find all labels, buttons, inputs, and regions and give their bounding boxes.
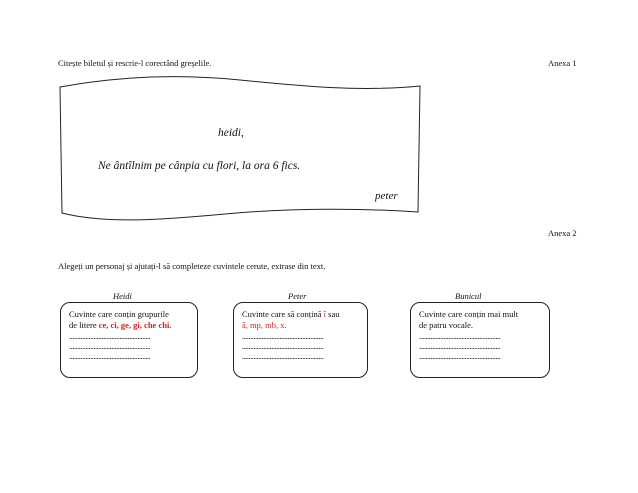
instruction-rewrite: Citește biletul și rescrie-l corectând greșelile. bbox=[58, 58, 212, 68]
answer-line[interactable]: .................................................. bbox=[419, 341, 501, 351]
answer-line[interactable]: .................................................. bbox=[69, 341, 151, 351]
annex-2-label: Anexa 2 bbox=[548, 228, 577, 238]
character-name-heidi: Heidi bbox=[113, 291, 132, 301]
answer-line[interactable]: .................................................. bbox=[242, 331, 324, 341]
card-heidi-line1: Cuvinte care conțin grupurile bbox=[69, 309, 169, 319]
note-greeting: heidi, bbox=[218, 127, 244, 139]
card-bunicul bbox=[410, 302, 550, 378]
answer-line[interactable]: .................................................. bbox=[242, 341, 324, 351]
card-peter-prefix: Cuvinte care să conțină bbox=[242, 309, 324, 319]
character-name-peter: Peter bbox=[288, 291, 307, 301]
answer-line[interactable]: .................................................. bbox=[419, 351, 501, 361]
card-heidi-highlight: ce, ci, ge, gi, che chi. bbox=[98, 320, 172, 330]
card-bunicul-line1: Cuvinte care conțin mai mult bbox=[419, 309, 519, 319]
card-peter-and: sau bbox=[326, 309, 340, 319]
answer-line[interactable]: .................................................. bbox=[69, 351, 151, 361]
answer-line[interactable]: .................................................. bbox=[419, 331, 501, 341]
card-heidi-line2 bbox=[69, 320, 189, 331]
card-peter-highlight-line2: â, mp, mb, x. bbox=[242, 320, 287, 330]
annex-1-label: Anexa 1 bbox=[548, 58, 577, 68]
note-message: Ne ântîlnim pe cânpia cu flori, la ora 6 fics. bbox=[98, 160, 301, 172]
character-name-bunicul: Bunicul bbox=[455, 291, 482, 301]
instruction-choose-character: Alegeți un personaj și ajutați-l să completeze cuvintele cerute, extrase din text. bbox=[58, 261, 326, 271]
card-heidi-prefix: de litere bbox=[69, 320, 99, 330]
card-peter-highlight-i: î bbox=[323, 309, 327, 319]
banner-outline bbox=[60, 77, 420, 220]
answer-line[interactable]: .................................................. bbox=[69, 331, 151, 341]
card-peter bbox=[233, 302, 368, 378]
answer-line[interactable]: .................................................. bbox=[242, 351, 324, 361]
card-heidi bbox=[60, 302, 198, 378]
note-signature: peter bbox=[375, 190, 398, 202]
card-peter-line1 bbox=[242, 309, 359, 320]
card-bunicul-line2: de patru vocale. bbox=[419, 320, 474, 330]
